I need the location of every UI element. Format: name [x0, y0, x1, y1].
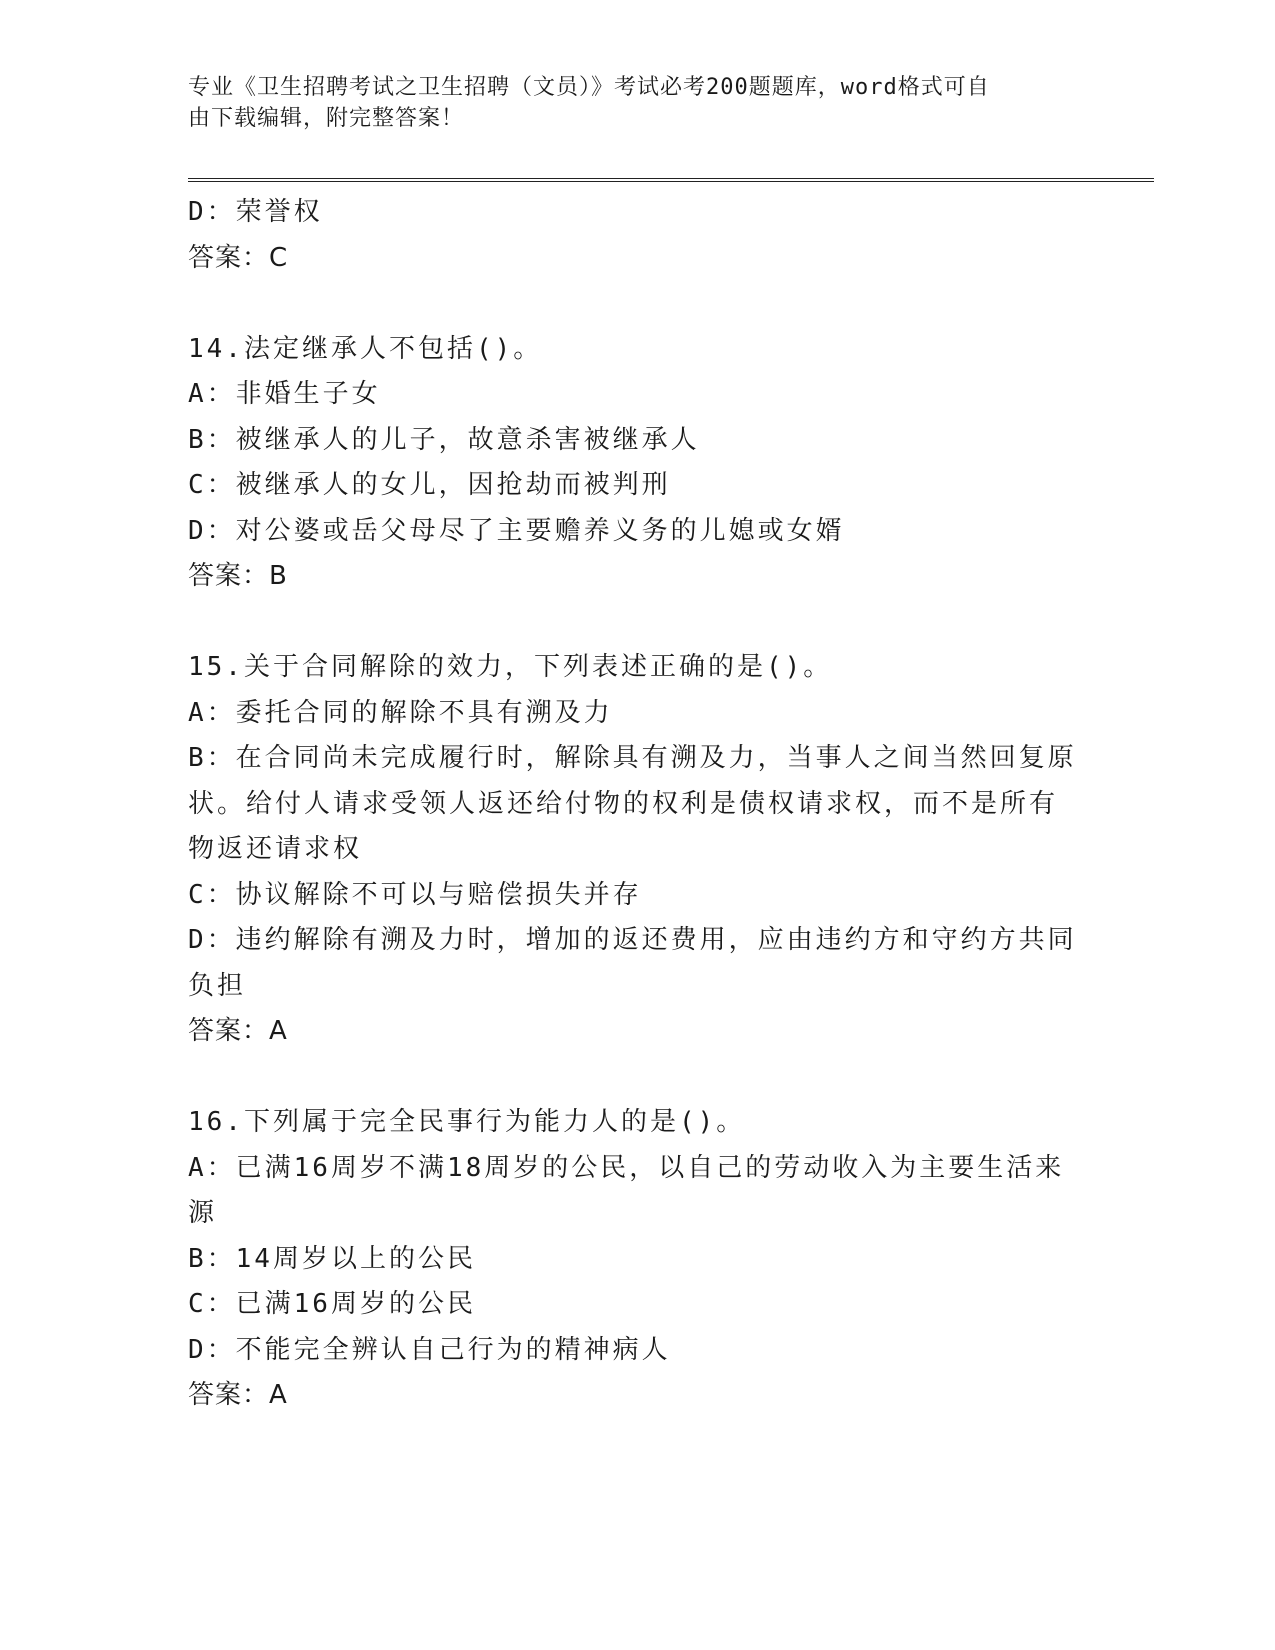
option-a-continued: 源	[188, 1198, 218, 1228]
question-block	[188, 1100, 1088, 1419]
answer-line: 答案：C	[188, 242, 289, 273]
option-d: D：荣誉权	[188, 197, 323, 227]
option-b: B：被继承人的儿子，故意杀害被继承人	[188, 424, 700, 455]
spacer	[188, 281, 1088, 327]
option-c: C：已满16周岁的公民	[188, 1289, 476, 1319]
question-stem: 16.下列属于完全民事行为能力人的是()。	[188, 1107, 746, 1137]
option-a: A：已满16周岁不满18周岁的公民，以自己的劳动收入为主要生活来	[188, 1152, 1065, 1183]
document-body	[188, 190, 1088, 1419]
option-a: A：非婚生子女	[188, 379, 381, 409]
option-b: B：14周岁以上的公民	[188, 1243, 476, 1274]
answer-line: 答案：A	[188, 1016, 288, 1046]
header-line-1: 专业《卫生招聘考试之卫生招聘（文员）》考试必考200题题库，word格式可自	[188, 75, 990, 100]
answer-line: 答案：B	[188, 561, 288, 591]
option-c: C：被继承人的女儿，因抢劫而被判刑	[188, 470, 671, 500]
option-d-continued: 负担	[188, 970, 247, 1001]
question-stem: 14.法定继承人不包括()。	[188, 333, 543, 364]
option-c: C：协议解除不可以与赔偿损失并存	[188, 879, 642, 910]
question-stem: 15.关于合同解除的效力，下列表述正确的是()。	[188, 652, 833, 682]
header-divider	[188, 178, 1154, 182]
option-d: D：违约解除有溯及力时，增加的返还费用，应由违约方和守约方共同	[188, 925, 1077, 955]
option-d: D：对公婆或岳父母尽了主要赡养义务的儿媳或女婿	[188, 515, 845, 546]
question-block	[188, 645, 1088, 1055]
option-a: A：委托合同的解除不具有溯及力	[188, 697, 613, 728]
spacer	[188, 1055, 1088, 1101]
question-block	[188, 327, 1088, 600]
option-b: B：在合同尚未完成履行时，解除具有溯及力，当事人之间当然回复原	[188, 743, 1077, 773]
option-d: D：不能完全辨认自己行为的精神病人	[188, 1334, 671, 1365]
option-b-continued: 状。给付人请求受领人返还给付物的权利是债权请求权，而不是所有	[188, 788, 1059, 819]
header-line-2: 由下载编辑，附完整答案！	[188, 106, 465, 131]
answer-line: 答案：A	[188, 1380, 288, 1410]
document-header	[188, 72, 1068, 134]
spacer	[188, 600, 1088, 646]
option-b-continued: 物返还请求权	[188, 834, 363, 864]
